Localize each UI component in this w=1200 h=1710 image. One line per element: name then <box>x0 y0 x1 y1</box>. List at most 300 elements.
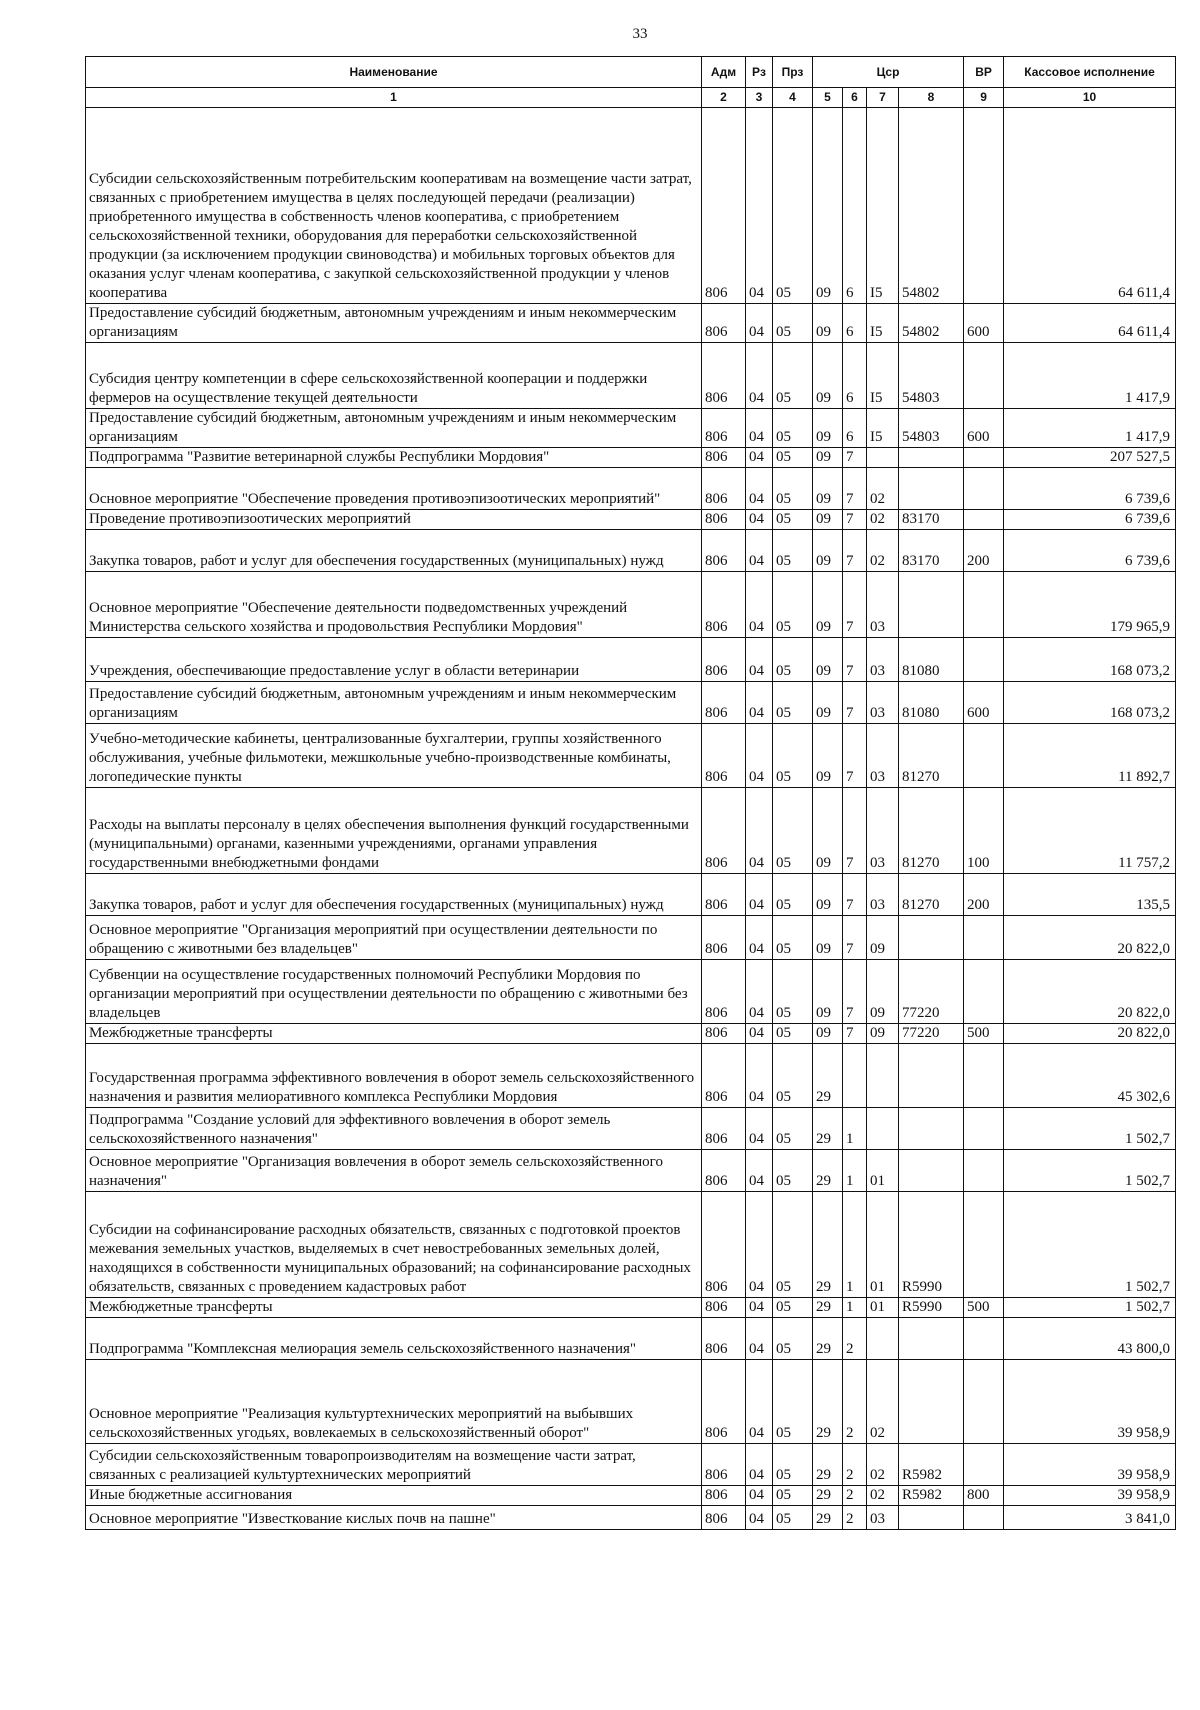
row-code-adm: 806 <box>702 1318 746 1360</box>
row-name: Основное мероприятие "Обеспечение проведения противоэпизоотических мероприятий" <box>86 468 702 510</box>
table-row <box>86 1192 1176 1298</box>
row-name: Предоставление субсидий бюджетным, автономным учреждениям и иным некоммерческим организациям <box>86 304 702 343</box>
row-code-c5: 09 <box>813 448 843 468</box>
row-code-vr: 600 <box>964 409 1004 448</box>
row-code-c8 <box>899 1360 964 1444</box>
row-code-adm: 806 <box>702 788 746 874</box>
row-code-c6: 7 <box>843 468 867 510</box>
row-code-c7: 03 <box>867 638 899 682</box>
row-code-c6: 7 <box>843 960 867 1024</box>
row-code-c7: 01 <box>867 1298 899 1318</box>
row-code-adm: 806 <box>702 343 746 409</box>
row-code-rz: 04 <box>746 724 773 788</box>
row-code-c5: 09 <box>813 788 843 874</box>
column-number-row <box>86 88 1176 108</box>
row-code-rz: 04 <box>746 916 773 960</box>
row-code-c5: 09 <box>813 409 843 448</box>
row-code-c8 <box>899 1318 964 1360</box>
table-row <box>86 1298 1176 1318</box>
row-code-c6: 7 <box>843 448 867 468</box>
table-row <box>86 916 1176 960</box>
row-code-c8 <box>899 572 964 638</box>
row-cash-execution: 20 822,0 <box>1004 960 1176 1024</box>
row-name: Предоставление субсидий бюджетным, автономным учреждениям и иным некоммерческим организациям <box>86 409 702 448</box>
row-code-c8: 54803 <box>899 343 964 409</box>
row-code-vr: 500 <box>964 1024 1004 1044</box>
row-code-rz: 04 <box>746 468 773 510</box>
row-code-c8 <box>899 1506 964 1530</box>
row-code-adm: 806 <box>702 1444 746 1486</box>
row-code-vr <box>964 1318 1004 1360</box>
row-code-prz: 05 <box>773 1444 813 1486</box>
row-cash-execution: 20 822,0 <box>1004 916 1176 960</box>
row-name: Закупка товаров, работ и услуг для обеспечения государственных (муниципальных) нужд <box>86 530 702 572</box>
row-code-c8: 81270 <box>899 724 964 788</box>
row-code-c7: 02 <box>867 530 899 572</box>
row-code-adm: 806 <box>702 960 746 1024</box>
row-code-c6: 6 <box>843 304 867 343</box>
row-code-c5: 09 <box>813 510 843 530</box>
header-name: Наименование <box>86 57 702 88</box>
row-code-c7: 01 <box>867 1192 899 1298</box>
table-row <box>86 510 1176 530</box>
row-cash-execution: 20 822,0 <box>1004 1024 1176 1044</box>
row-code-c5: 29 <box>813 1150 843 1192</box>
row-code-prz: 05 <box>773 1044 813 1108</box>
row-name: Иные бюджетные ассигнования <box>86 1486 702 1506</box>
row-name: Подпрограмма "Развитие ветеринарной службы Республики Мордовия" <box>86 448 702 468</box>
row-name: Основное мероприятие "Известкование кислых почв на пашне" <box>86 1506 702 1530</box>
row-cash-execution: 39 958,9 <box>1004 1360 1176 1444</box>
row-code-rz: 04 <box>746 1444 773 1486</box>
row-code-adm: 806 <box>702 1150 746 1192</box>
row-code-c5: 09 <box>813 724 843 788</box>
row-code-rz: 04 <box>746 448 773 468</box>
row-code-adm: 806 <box>702 1298 746 1318</box>
row-cash-execution: 39 958,9 <box>1004 1444 1176 1486</box>
row-code-c8: 77220 <box>899 960 964 1024</box>
column-number: 9 <box>964 88 1004 108</box>
row-cash-execution: 45 302,6 <box>1004 1044 1176 1108</box>
row-code-vr <box>964 1192 1004 1298</box>
row-code-adm: 806 <box>702 1360 746 1444</box>
row-code-prz: 05 <box>773 468 813 510</box>
row-code-c7: I5 <box>867 409 899 448</box>
page-number: 33 <box>632 26 648 42</box>
row-code-c6: 6 <box>843 343 867 409</box>
row-code-rz: 04 <box>746 530 773 572</box>
row-code-c7: 03 <box>867 724 899 788</box>
row-code-rz: 04 <box>746 1108 773 1150</box>
row-code-c5: 29 <box>813 1486 843 1506</box>
row-name: Основное мероприятие "Обеспечение деятельности подведомственных учреждений Министерства сельского хозяйства и продовольствия Республики Мордовия" <box>86 572 702 638</box>
row-code-c8 <box>899 448 964 468</box>
row-code-vr: 100 <box>964 788 1004 874</box>
row-code-vr <box>964 108 1004 304</box>
table-row <box>86 788 1176 874</box>
header-rz: Рз <box>746 57 773 88</box>
row-code-c8: 83170 <box>899 530 964 572</box>
table-row <box>86 874 1176 916</box>
row-code-rz: 04 <box>746 343 773 409</box>
row-code-vr <box>964 468 1004 510</box>
row-code-vr: 200 <box>964 874 1004 916</box>
row-code-c5: 09 <box>813 874 843 916</box>
row-code-c8 <box>899 468 964 510</box>
row-code-c6: 6 <box>843 108 867 304</box>
row-cash-execution: 168 073,2 <box>1004 682 1176 724</box>
row-code-adm: 806 <box>702 409 746 448</box>
row-code-vr: 800 <box>964 1486 1004 1506</box>
row-code-c8 <box>899 1108 964 1150</box>
row-code-c7: 02 <box>867 468 899 510</box>
row-cash-execution: 64 611,4 <box>1004 304 1176 343</box>
row-code-c7: 03 <box>867 572 899 638</box>
row-cash-execution: 1 502,7 <box>1004 1298 1176 1318</box>
row-code-c8: R5982 <box>899 1444 964 1486</box>
table-row <box>86 1486 1176 1506</box>
row-code-c7: 01 <box>867 1150 899 1192</box>
table-row <box>86 343 1176 409</box>
row-code-rz: 04 <box>746 1506 773 1530</box>
row-code-c6 <box>843 1044 867 1108</box>
row-code-c6: 7 <box>843 682 867 724</box>
row-name: Учебно-методические кабинеты, централизованные бухгалтерии, группы хозяйственного обслуживания, учебные фильмотеки, межшкольные учебно-производственные комбинаты, логопедические пункты <box>86 724 702 788</box>
row-code-c6: 2 <box>843 1318 867 1360</box>
row-code-c6: 7 <box>843 724 867 788</box>
table-row <box>86 1444 1176 1486</box>
row-code-adm: 806 <box>702 1486 746 1506</box>
row-code-prz: 05 <box>773 448 813 468</box>
row-code-adm: 806 <box>702 572 746 638</box>
row-name: Предоставление субсидий бюджетным, автономным учреждениям и иным некоммерческим организациям <box>86 682 702 724</box>
row-code-c7 <box>867 448 899 468</box>
row-code-rz: 04 <box>746 788 773 874</box>
row-code-adm: 806 <box>702 530 746 572</box>
row-code-c8: 81080 <box>899 682 964 724</box>
row-code-vr: 500 <box>964 1298 1004 1318</box>
row-code-c5: 09 <box>813 304 843 343</box>
row-code-rz: 04 <box>746 572 773 638</box>
row-code-vr <box>964 448 1004 468</box>
row-code-rz: 04 <box>746 1486 773 1506</box>
row-code-prz: 05 <box>773 510 813 530</box>
row-code-c5: 09 <box>813 468 843 510</box>
row-code-vr <box>964 1150 1004 1192</box>
row-code-adm: 806 <box>702 304 746 343</box>
row-code-prz: 05 <box>773 409 813 448</box>
row-code-adm: 806 <box>702 1108 746 1150</box>
row-cash-execution: 1 417,9 <box>1004 343 1176 409</box>
row-code-c8: 83170 <box>899 510 964 530</box>
row-code-c5: 09 <box>813 108 843 304</box>
row-code-c5: 09 <box>813 343 843 409</box>
row-code-adm: 806 <box>702 1044 746 1108</box>
table-row <box>86 572 1176 638</box>
row-code-prz: 05 <box>773 916 813 960</box>
row-code-rz: 04 <box>746 1298 773 1318</box>
row-code-vr: 200 <box>964 530 1004 572</box>
row-code-c5: 09 <box>813 1024 843 1044</box>
header-row <box>86 57 1176 88</box>
row-code-prz: 05 <box>773 343 813 409</box>
row-code-c7: 02 <box>867 1360 899 1444</box>
row-code-c6: 6 <box>843 409 867 448</box>
row-name: Основное мероприятие "Реализация культуртехнических мероприятий на выбывших сельскохозяйственных угодьях, вовлекаемых в сельскохозяйственный оборот" <box>86 1360 702 1444</box>
row-code-c6: 7 <box>843 510 867 530</box>
row-name: Учреждения, обеспечивающие предоставление услуг в области ветеринарии <box>86 638 702 682</box>
row-code-c7 <box>867 1318 899 1360</box>
row-code-adm: 806 <box>702 510 746 530</box>
table-row <box>86 1318 1176 1360</box>
row-code-vr <box>964 1044 1004 1108</box>
row-code-c7: 03 <box>867 874 899 916</box>
row-code-c5: 29 <box>813 1298 843 1318</box>
row-code-c8: 81270 <box>899 788 964 874</box>
row-code-rz: 04 <box>746 510 773 530</box>
row-name: Закупка товаров, работ и услуг для обеспечения государственных (муниципальных) нужд <box>86 874 702 916</box>
header-adm: Адм <box>702 57 746 88</box>
row-code-c7: 02 <box>867 1444 899 1486</box>
row-code-c6: 2 <box>843 1506 867 1530</box>
row-code-vr: 600 <box>964 304 1004 343</box>
row-cash-execution: 11 757,2 <box>1004 788 1176 874</box>
row-cash-execution: 3 841,0 <box>1004 1506 1176 1530</box>
row-name: Межбюджетные трансферты <box>86 1024 702 1044</box>
row-code-vr <box>964 343 1004 409</box>
row-code-vr <box>964 1506 1004 1530</box>
row-code-c6: 7 <box>843 788 867 874</box>
row-code-prz: 05 <box>773 724 813 788</box>
table-row <box>86 304 1176 343</box>
row-code-adm: 806 <box>702 468 746 510</box>
header-csr: Цср <box>813 57 964 88</box>
header-prz: Прз <box>773 57 813 88</box>
row-code-rz: 04 <box>746 682 773 724</box>
row-code-prz: 05 <box>773 1486 813 1506</box>
row-code-rz: 04 <box>746 1024 773 1044</box>
row-code-c6: 2 <box>843 1360 867 1444</box>
row-code-prz: 05 <box>773 1150 813 1192</box>
row-code-prz: 05 <box>773 960 813 1024</box>
row-code-rz: 04 <box>746 1150 773 1192</box>
row-code-vr <box>964 1360 1004 1444</box>
row-cash-execution: 207 527,5 <box>1004 448 1176 468</box>
row-code-prz: 05 <box>773 874 813 916</box>
row-code-c5: 29 <box>813 1192 843 1298</box>
row-code-c8: R5982 <box>899 1486 964 1506</box>
row-code-vr <box>964 1444 1004 1486</box>
column-number: 3 <box>746 88 773 108</box>
row-code-c7: 09 <box>867 916 899 960</box>
row-code-rz: 04 <box>746 1044 773 1108</box>
row-code-c6: 1 <box>843 1150 867 1192</box>
table-row <box>86 724 1176 788</box>
row-code-c7: I5 <box>867 343 899 409</box>
row-name: Расходы на выплаты персоналу в целях обеспечения выполнения функций государственными (муниципальными) органами, казенными учреждениями, органами управления государственными внебюджетными фондами <box>86 788 702 874</box>
row-code-c8: 54802 <box>899 304 964 343</box>
row-name: Подпрограмма "Комплексная мелиорация земель сельскохозяйственного назначения" <box>86 1318 702 1360</box>
column-number: 7 <box>867 88 899 108</box>
table-row <box>86 468 1176 510</box>
table-row <box>86 638 1176 682</box>
table-body <box>86 108 1176 1530</box>
row-code-c8: R5990 <box>899 1192 964 1298</box>
row-code-c8: 77220 <box>899 1024 964 1044</box>
row-code-vr <box>964 1108 1004 1150</box>
row-code-c7: 03 <box>867 788 899 874</box>
row-code-rz: 04 <box>746 1192 773 1298</box>
row-code-c7: I5 <box>867 108 899 304</box>
row-code-prz: 05 <box>773 638 813 682</box>
row-code-prz: 05 <box>773 304 813 343</box>
row-code-c5: 29 <box>813 1360 843 1444</box>
row-cash-execution: 6 739,6 <box>1004 510 1176 530</box>
table-row <box>86 682 1176 724</box>
row-name: Субсидии сельскохозяйственным товаропроизводителям на возмещение части затрат, связанных с реализацией культуртехнических мероприятий <box>86 1444 702 1486</box>
row-code-adm: 806 <box>702 108 746 304</box>
row-cash-execution: 6 739,6 <box>1004 468 1176 510</box>
row-code-rz: 04 <box>746 960 773 1024</box>
row-code-c8 <box>899 916 964 960</box>
row-code-c5: 09 <box>813 916 843 960</box>
column-number: 5 <box>813 88 843 108</box>
row-cash-execution: 1 502,7 <box>1004 1108 1176 1150</box>
row-code-c5: 09 <box>813 530 843 572</box>
row-code-prz: 05 <box>773 1506 813 1530</box>
row-code-vr <box>964 572 1004 638</box>
row-name: Основное мероприятие "Организация мероприятий при осуществлении деятельности по обращению с животными без владельцев" <box>86 916 702 960</box>
row-code-prz: 05 <box>773 1024 813 1044</box>
row-code-c7: 02 <box>867 510 899 530</box>
table-row <box>86 960 1176 1024</box>
column-number: 4 <box>773 88 813 108</box>
row-code-rz: 04 <box>746 1318 773 1360</box>
column-number: 1 <box>86 88 702 108</box>
row-cash-execution: 39 958,9 <box>1004 1486 1176 1506</box>
row-code-prz: 05 <box>773 572 813 638</box>
row-code-vr <box>964 638 1004 682</box>
row-code-rz: 04 <box>746 409 773 448</box>
row-code-c8: R5990 <box>899 1298 964 1318</box>
row-code-adm: 806 <box>702 874 746 916</box>
row-code-prz: 05 <box>773 108 813 304</box>
row-code-prz: 05 <box>773 1298 813 1318</box>
row-code-c7: 03 <box>867 1506 899 1530</box>
row-code-c8: 54802 <box>899 108 964 304</box>
row-code-c6: 7 <box>843 572 867 638</box>
row-code-c5: 29 <box>813 1318 843 1360</box>
row-cash-execution: 168 073,2 <box>1004 638 1176 682</box>
row-code-c6: 7 <box>843 1024 867 1044</box>
row-cash-execution: 179 965,9 <box>1004 572 1176 638</box>
column-number: 6 <box>843 88 867 108</box>
row-cash-execution: 135,5 <box>1004 874 1176 916</box>
row-code-rz: 04 <box>746 638 773 682</box>
row-code-c7 <box>867 1108 899 1150</box>
row-code-prz: 05 <box>773 1318 813 1360</box>
row-code-adm: 806 <box>702 1506 746 1530</box>
row-cash-execution: 11 892,7 <box>1004 724 1176 788</box>
row-code-c6: 1 <box>843 1108 867 1150</box>
row-code-c5: 09 <box>813 682 843 724</box>
header-vr: ВР <box>964 57 1004 88</box>
row-code-c5: 09 <box>813 960 843 1024</box>
row-code-c6: 1 <box>843 1298 867 1318</box>
column-number: 2 <box>702 88 746 108</box>
row-code-vr <box>964 916 1004 960</box>
table-row <box>86 409 1176 448</box>
row-code-c5: 29 <box>813 1044 843 1108</box>
table-row <box>86 530 1176 572</box>
row-code-vr <box>964 510 1004 530</box>
header-cash-execution: Кассовое исполнение <box>1004 57 1176 88</box>
row-cash-execution: 6 739,6 <box>1004 530 1176 572</box>
row-code-rz: 04 <box>746 108 773 304</box>
row-cash-execution: 64 611,4 <box>1004 108 1176 304</box>
row-cash-execution: 1 417,9 <box>1004 409 1176 448</box>
row-code-rz: 04 <box>746 874 773 916</box>
row-code-prz: 05 <box>773 1108 813 1150</box>
row-code-c6: 2 <box>843 1486 867 1506</box>
row-code-prz: 05 <box>773 530 813 572</box>
table-row <box>86 1044 1176 1108</box>
row-code-c6: 1 <box>843 1192 867 1298</box>
row-code-c5: 09 <box>813 572 843 638</box>
row-cash-execution: 43 800,0 <box>1004 1318 1176 1360</box>
row-code-vr: 600 <box>964 682 1004 724</box>
row-cash-execution: 1 502,7 <box>1004 1150 1176 1192</box>
row-code-adm: 806 <box>702 1192 746 1298</box>
row-name: Государственная программа эффективного вовлечения в оборот земель сельскохозяйственного назначения и развития мелиоративного комплекса Республики Мордовия <box>86 1044 702 1108</box>
row-code-prz: 05 <box>773 1360 813 1444</box>
row-cash-execution: 1 502,7 <box>1004 1192 1176 1298</box>
column-number: 8 <box>899 88 964 108</box>
row-name: Субсидия центру компетенции в сфере сельскохозяйственной кооперации и поддержки фермеров на осуществление текущей деятельности <box>86 343 702 409</box>
row-code-c8 <box>899 1150 964 1192</box>
row-name: Проведение противоэпизоотических мероприятий <box>86 510 702 530</box>
table-row <box>86 448 1176 468</box>
row-code-c6: 7 <box>843 916 867 960</box>
table-row <box>86 1108 1176 1150</box>
row-code-c7: 02 <box>867 1486 899 1506</box>
row-code-adm: 806 <box>702 638 746 682</box>
row-code-c7: I5 <box>867 304 899 343</box>
row-code-c6: 2 <box>843 1444 867 1486</box>
row-code-adm: 806 <box>702 1024 746 1044</box>
row-code-adm: 806 <box>702 724 746 788</box>
table-row <box>86 1506 1176 1530</box>
row-code-c5: 09 <box>813 638 843 682</box>
row-code-adm: 806 <box>702 682 746 724</box>
row-code-c8: 81270 <box>899 874 964 916</box>
row-code-vr <box>964 724 1004 788</box>
budget-execution-table <box>85 56 1176 1530</box>
row-code-c6: 7 <box>843 874 867 916</box>
row-code-adm: 806 <box>702 448 746 468</box>
row-name: Основное мероприятие "Организация вовлечения в оборот земель сельскохозяйственного назначения" <box>86 1150 702 1192</box>
table-row <box>86 108 1176 304</box>
row-code-c7: 09 <box>867 960 899 1024</box>
row-code-rz: 04 <box>746 304 773 343</box>
row-code-c8: 54803 <box>899 409 964 448</box>
row-code-c5: 29 <box>813 1506 843 1530</box>
row-code-c6: 7 <box>843 638 867 682</box>
row-code-c7: 03 <box>867 682 899 724</box>
row-name: Субсидии сельскохозяйственным потребительским кооперативам на возмещение части затрат, связанных с приобретением имущества в целях последующей передачи (реализации) приобретенного имущества в собственность членов кооператива, с приобретением сельскохозяйственной техники, оборудования для переработки сельскохозяйственной продукции (за исключением продукции свиноводства) и мобильных торговых объектов для оказания услуг членам кооператива, с закупкой сельскохозяйственной продукции у членов кооператива <box>86 108 702 304</box>
table-row <box>86 1024 1176 1044</box>
row-name: Межбюджетные трансферты <box>86 1298 702 1318</box>
